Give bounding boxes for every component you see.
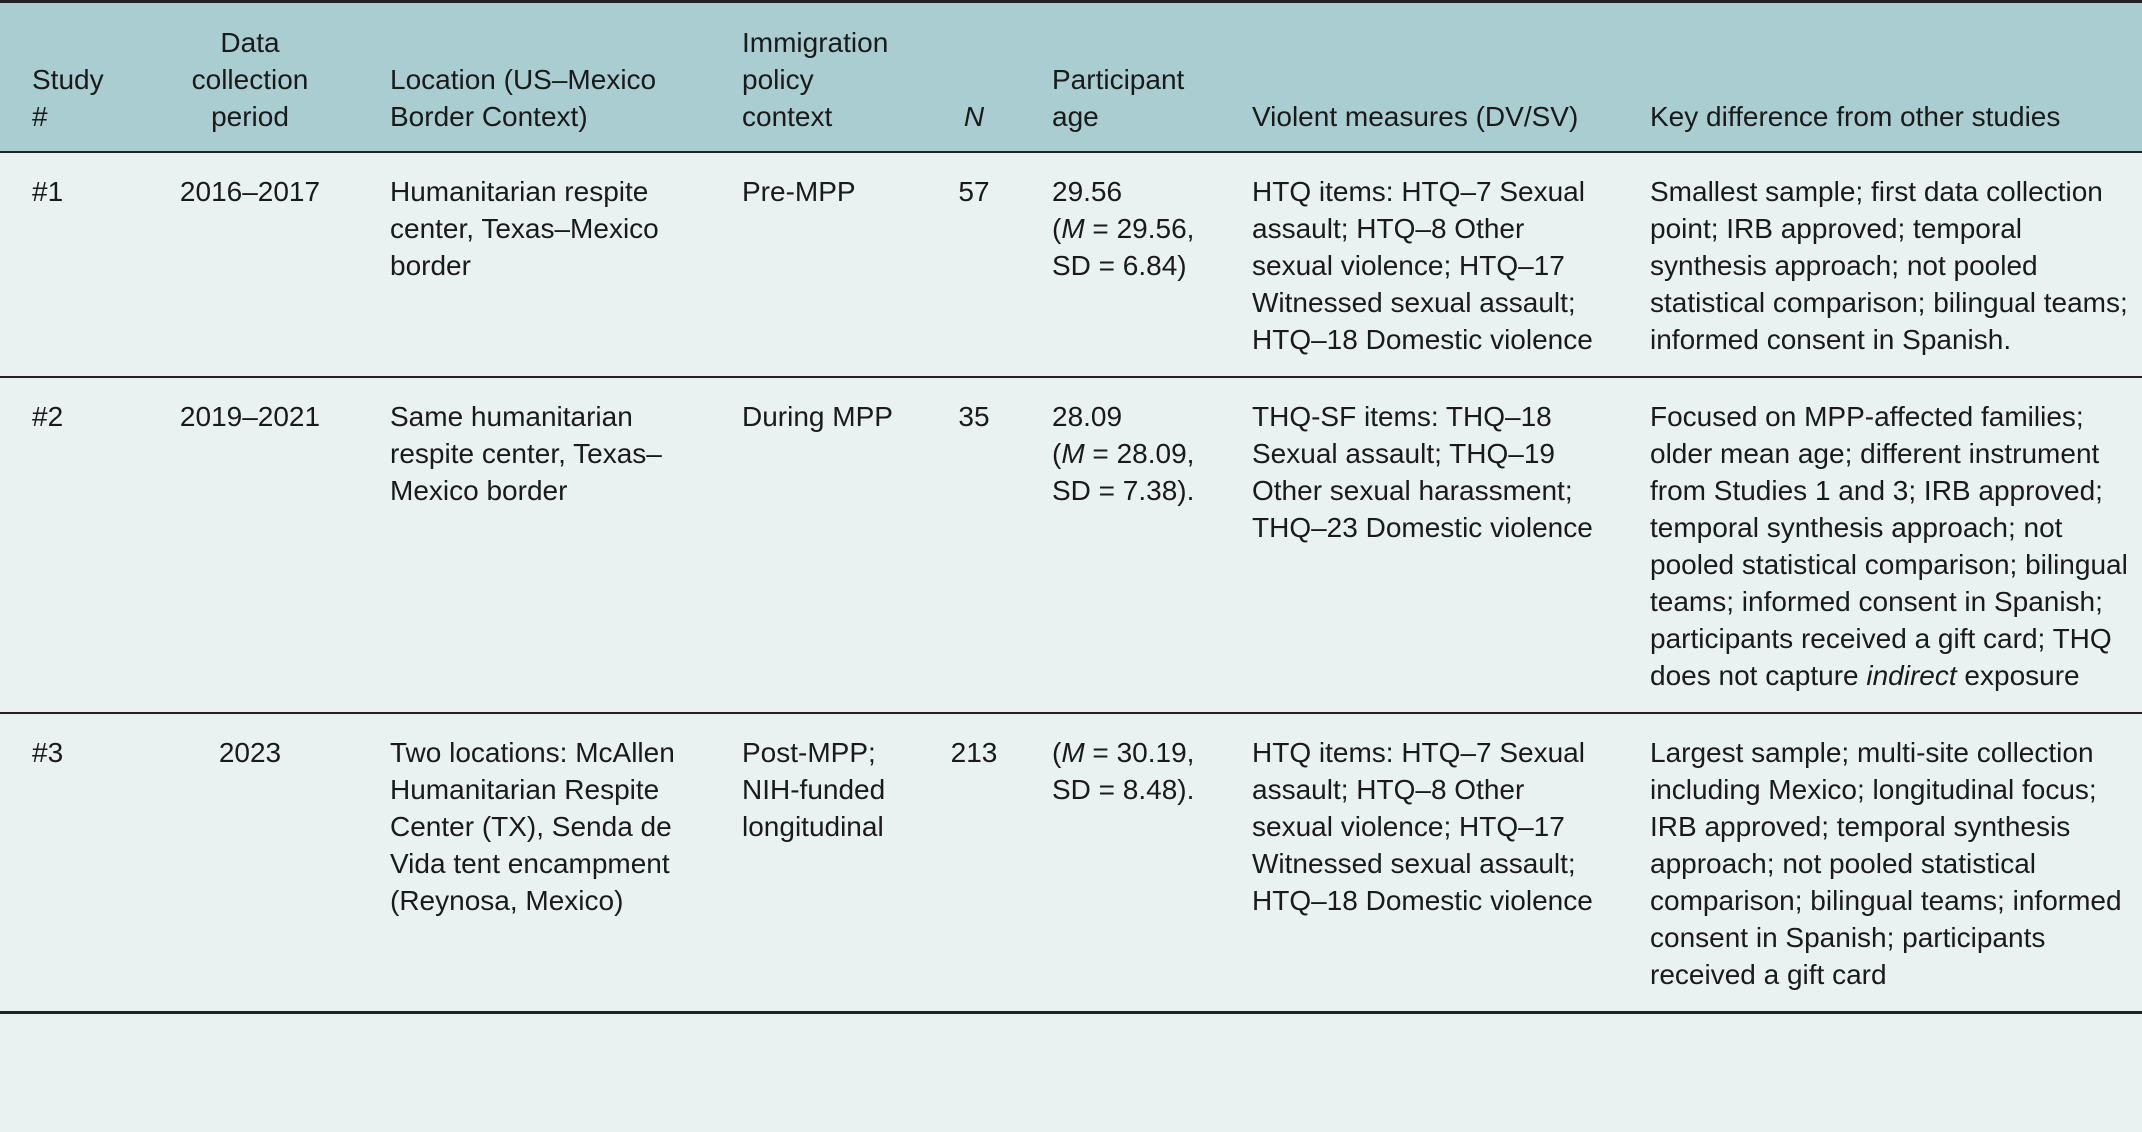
cell-age: 28.09 (M = 28.09, SD = 7.38). bbox=[1020, 377, 1220, 713]
cell-measures: HTQ items: HTQ–7 Sexual assault; HTQ–8 Other sexual violence; HTQ–17 Witnessed sexual assault; HTQ–18 Domestic violence bbox=[1220, 152, 1618, 377]
cell-difference: Smallest sample; first data collection point; IRB approved; temporal synthesis approach; not pooled statistical comparison; bilingual teams; informed consent in Spanish. bbox=[1618, 152, 2142, 377]
cell-n: 35 bbox=[928, 377, 1020, 713]
cell-difference: Largest sample; multi-site collection including Mexico; longitudinal focus; IRB approved; temporal synthesis approach; not pooled statistical comparison; bilingual teams; informed consent in Spanish; participants received a gift card bbox=[1618, 713, 2142, 1013]
header-row bbox=[0, 2, 2142, 152]
cell-age: (M = 30.19, SD = 8.48). bbox=[1020, 713, 1220, 1013]
cell-period: 2016–2017 bbox=[142, 152, 358, 377]
cell-age: 29.56 (M = 29.56, SD = 6.84) bbox=[1020, 152, 1220, 377]
header-age: Participant age bbox=[1020, 2, 1220, 152]
header-study: Study # bbox=[0, 2, 142, 152]
cell-difference: Focused on MPP-affected families; older mean age; different instrument from Studies 1 and 3; IRB approved; temporal synthesis approach; not pooled statistical comparison; bilingual teams; informed consent in Spanish; participants received a gift card; THQ does not capture indirect exposure bbox=[1618, 377, 2142, 713]
table-row bbox=[0, 713, 2142, 1013]
header-difference: Key difference from other studies bbox=[1618, 2, 2142, 152]
cell-n: 213 bbox=[928, 713, 1020, 1013]
cell-period: 2023 bbox=[142, 713, 358, 1013]
table-row bbox=[0, 377, 2142, 713]
cell-location: Same humanitarian respite center, Texas–Mexico border bbox=[358, 377, 710, 713]
header-policy: Immigration policy context bbox=[710, 2, 928, 152]
cell-study: #3 bbox=[0, 713, 142, 1013]
cell-location: Humanitarian respite center, Texas–Mexico border bbox=[358, 152, 710, 377]
cell-measures: THQ-SF items: THQ–18 Sexual assault; THQ–19 Other sexual harassment; THQ–23 Domestic violence bbox=[1220, 377, 1618, 713]
cell-period: 2019–2021 bbox=[142, 377, 358, 713]
header-location: Location (US–Mexico Border Context) bbox=[358, 2, 710, 152]
cell-policy: Pre-MPP bbox=[710, 152, 928, 377]
cell-study: #2 bbox=[0, 377, 142, 713]
table-row bbox=[0, 152, 2142, 377]
cell-location: Two locations: McAllen Humanitarian Respite Center (TX), Senda de Vida tent encampment (Reynosa, Mexico) bbox=[358, 713, 710, 1013]
header-measures: Violent measures (DV/SV) bbox=[1220, 2, 1618, 152]
header-period: Data collection period bbox=[142, 2, 358, 152]
header-n: N bbox=[928, 2, 1020, 152]
cell-study: #1 bbox=[0, 152, 142, 377]
cell-policy: During MPP bbox=[710, 377, 928, 713]
cell-policy: Post-MPP; NIH-funded longitudinal bbox=[710, 713, 928, 1013]
cell-n: 57 bbox=[928, 152, 1020, 377]
cell-measures: HTQ items: HTQ–7 Sexual assault; HTQ–8 Other sexual violence; HTQ–17 Witnessed sexual assault; HTQ–18 Domestic violence bbox=[1220, 713, 1618, 1013]
